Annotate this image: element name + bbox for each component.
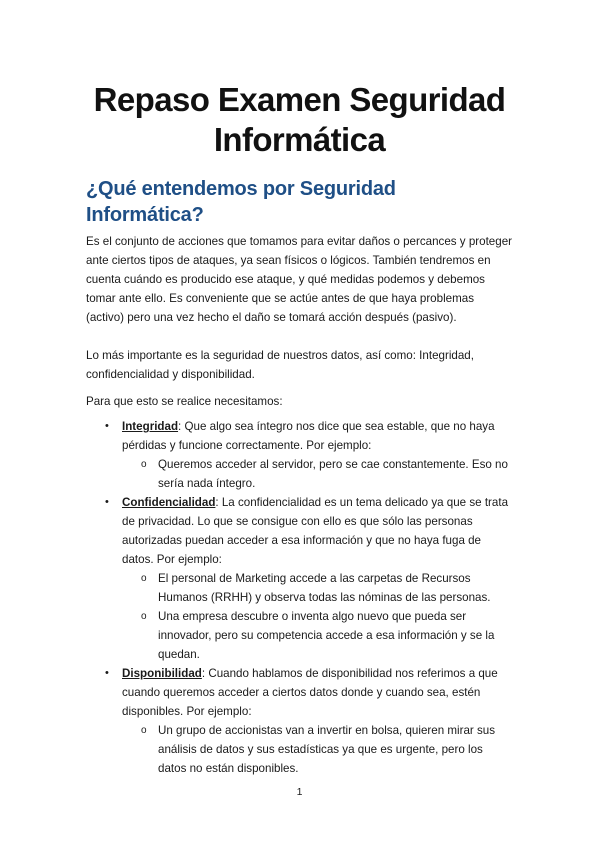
- document-title-line2: Informática: [213, 121, 386, 158]
- list-item-disponibilidad: [86, 664, 513, 778]
- example-text: Una empresa descubre o inventa algo nuevo que pueda ser innovador, pero su competencia accede a esa información y se la quedan.: [158, 610, 495, 661]
- definition-integridad: : Que algo sea íntegro nos dice que sea estable, que no haya pérdidas y funcione correctamente. Por ejemplo:: [122, 420, 495, 452]
- page-number: 1: [296, 786, 303, 798]
- sub-bullet-icon: o: [141, 725, 147, 736]
- sub-list-item: [122, 721, 513, 778]
- document-title-line1: Repaso Examen Seguridad: [93, 81, 506, 118]
- sub-list-item: [122, 569, 513, 607]
- definition-confidencialidad: : La confidencialidad es un tema delicado ya que se trata de privacidad. Lo que se consigue con ello es que sólo las personas autorizadas puedan acceder a esa información y que no haya fuga de datos. Por ejemplo:: [122, 496, 509, 566]
- requirements-list: [86, 417, 513, 778]
- example-text: El personal de Marketing accede a las carpetas de Recursos Humanos (RRHH) y observa todas las nóminas de las personas.: [158, 572, 491, 604]
- bullet-icon: •: [105, 420, 109, 432]
- list-item-integridad: [86, 417, 513, 493]
- importance-paragraph: Lo más importante es la seguridad de nuestros datos, así como: Integridad, confidencialidad y disponibilidad.: [86, 349, 474, 381]
- sub-list-confidencialidad: [122, 569, 513, 664]
- bullet-icon: •: [105, 496, 109, 508]
- sub-bullet-icon: o: [141, 611, 147, 622]
- bullet-icon: •: [105, 667, 109, 679]
- sub-list-item: [122, 607, 513, 664]
- sub-list-item: [122, 455, 513, 493]
- example-text: Un grupo de accionistas van a invertir en bolsa, quieren mirar sus análisis de datos y sus estadísticas ya que es urgente, pero los datos no están disponibles.: [158, 724, 496, 775]
- example-text: Queremos acceder al servidor, pero se cae constantemente. Eso no sería nada íntegro.: [158, 458, 508, 490]
- requirements-paragraph: Para que esto se realice necesitamos:: [86, 395, 283, 408]
- sub-bullet-icon: o: [141, 459, 147, 470]
- list-item-confidencialidad: [86, 493, 513, 664]
- definition-disponibilidad: : Cuando hablamos de disponibilidad nos referimos a que cuando queremos acceder a ciertos datos donde y cuando sea, estén disponibles. Por ejemplo:: [122, 667, 498, 718]
- term-confidencialidad: Confidencialidad: [122, 496, 216, 509]
- term-integridad: Integridad: [122, 420, 179, 433]
- intro-paragraph: Es el conjunto de acciones que tomamos para evitar daños o percances y proteger ante ciertos tipos de ataques, ya sean físicos o lógicos. También tendremos en cuenta cuándo es producido ese ataque, y qué medidas podemos y debemos tomar ante ello. Es conveniente que se actúe antes de que haya problemas (activo) pero una vez hecho el daño se tomará acción después (pasivo).: [86, 235, 512, 324]
- sub-bullet-icon: o: [141, 573, 147, 584]
- term-disponibilidad: Disponibilidad: [122, 667, 202, 680]
- sub-list-disponibilidad: [122, 721, 513, 778]
- document-title: [86, 80, 513, 160]
- section-heading: ¿Qué entendemos por Seguridad Informática?: [86, 178, 396, 226]
- sub-list-integridad: [122, 455, 513, 493]
